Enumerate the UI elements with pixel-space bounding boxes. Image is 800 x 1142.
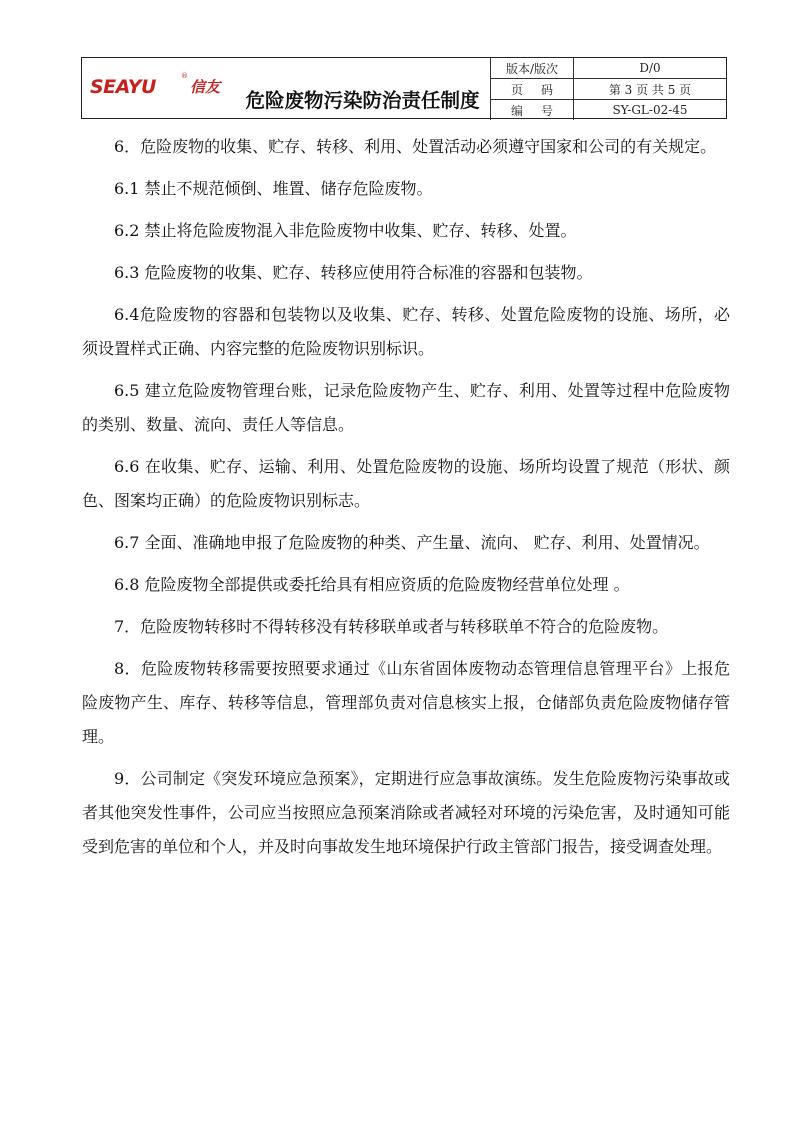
company-logo — [82, 58, 235, 118]
document-meta-table — [490, 58, 726, 120]
document-title-cell — [235, 58, 490, 118]
logo-wordmark: SEAYU — [90, 76, 156, 98]
meta-label: 页码 — [491, 79, 574, 100]
meta-value: D/0 — [574, 58, 727, 79]
paragraph: 6.8 危险废物全部提供或委托给具有相应资质的危险废物经营单位处理 。 — [114, 575, 630, 594]
paragraph: 6.7 全面、准确地申报了危险废物的种类、产生量、流向、 贮存、利用、处置情况。 — [114, 533, 710, 552]
meta-row-version — [491, 58, 727, 79]
paragraph: 6.3 危险废物的收集、贮存、转移应使用符合标准的容器和包装物。 — [114, 263, 593, 282]
paragraph: 6．危险废物的收集、贮存、转移、利用、处置活动必须遵守国家和公司的有关规定。 — [114, 137, 717, 156]
paragraph: 9．公司制定《突发环境应急预案》，定期进行应急事故演练。发生危险废物污染事故或者其他突发性事件，公司应当按照应急预案消除或者减轻对环境的污染危害，及时通知可能受到危害的单位和个人，并及时向事故发生地环境保护行政主管部门报告，接受调查处理。 — [82, 769, 730, 856]
logo-chinese-name: 信友 — [190, 78, 221, 96]
meta-value: 第 3 页 共 5 页 — [574, 79, 727, 100]
meta-value: SY-GL-02-45 — [574, 100, 727, 121]
paragraph: 6.1 禁止不规范倾倒、堆置、储存危险废物。 — [114, 179, 433, 198]
paragraph: 6.5 建立危险废物管理台账，记录危险废物产生、贮存、利用、处置等过程中危险废物的类别、数量、流向、责任人等信息。 — [82, 381, 730, 434]
paragraph: 6.4危险废物的容器和包装物以及收集、贮存、转移、处置危险废物的设施、场所，必须设置样式正确、内容完整的危险废物识别标识。 — [82, 305, 730, 358]
paragraph: 6.6 在收集、贮存、运输、利用、处置危险废物的设施、场所均设置了规范（形状、颜色、图案均正确）的危险废物识别标志。 — [82, 457, 730, 510]
document-header — [81, 57, 727, 119]
paragraph: 6.2 禁止将危险废物混入非危险废物中收集、贮存、转移、处置。 — [114, 221, 577, 240]
meta-row-number — [491, 100, 727, 121]
document-title: 危险废物污染防治责任制度 — [245, 89, 480, 112]
logo-registered-mark: ® — [181, 72, 188, 80]
paragraph: 7．危险废物转移时不得转移没有转移联单或者与转移联单不符合的危险废物。 — [114, 617, 669, 636]
meta-label: 版本/版次 — [491, 58, 574, 79]
paragraph: 8．危险废物转移需要按照要求通过《山东省固体废物动态管理信息管理平台》上报危险废物产生、库存、转移等信息，管理部负责对信息核实上报，仓储部负责危险废物储存管理。 — [82, 659, 730, 746]
meta-row-page — [491, 79, 727, 100]
meta-label: 编号 — [491, 100, 574, 121]
document-body — [82, 130, 730, 872]
